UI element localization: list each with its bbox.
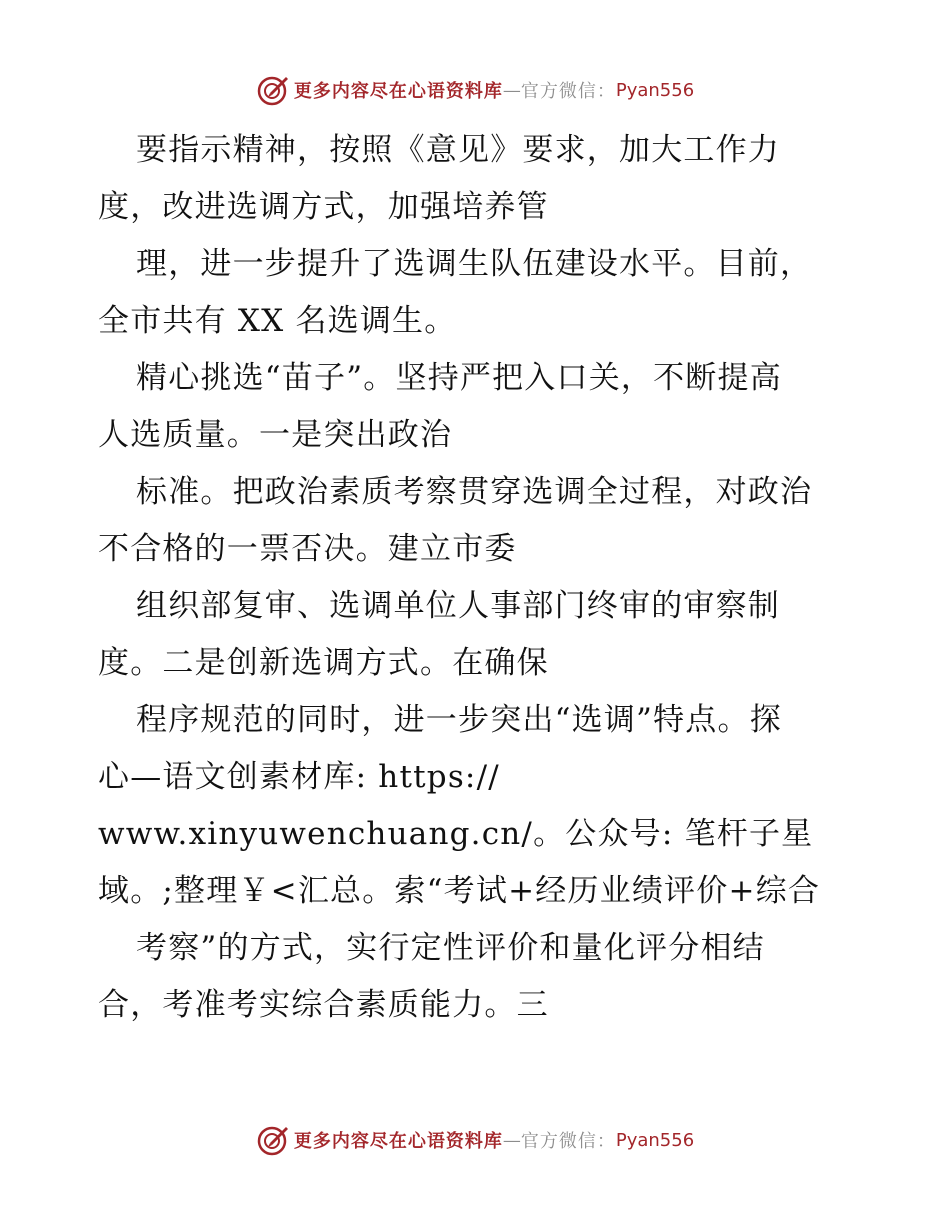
text-line: 标准。把政治素质考察贯穿选调全过程，对政治 bbox=[136, 474, 813, 510]
footer-wechat-id: Pyan556 bbox=[615, 1129, 695, 1151]
text-line: www.xinyuwenchuang.cn/。公众号: 笔杆子星 bbox=[98, 816, 814, 852]
text-line: 全市共有 XX 名选调生。 bbox=[98, 303, 457, 339]
text-line: 精心挑选“苗子”。坚持严把入口关，不断提高 bbox=[136, 360, 782, 396]
footer-dash: — bbox=[502, 1129, 521, 1151]
text-line: 域。;整理￥<汇总。索“考试+经历业绩评价+综合 bbox=[98, 873, 821, 909]
text-line: 度，改进选调方式，加强培养管 bbox=[98, 189, 549, 225]
text-line: 要指示精神，按照《意见》要求，加大工作力 bbox=[136, 132, 780, 168]
pen-logo-icon bbox=[256, 1123, 290, 1157]
header-site-name: 更多内容尽在心语资料库 bbox=[293, 81, 503, 102]
text-line: 合，考准考实综合素质能力。三 bbox=[98, 987, 549, 1023]
text-line: 不合格的一票否决。建立市委 bbox=[98, 531, 517, 567]
text-line: 组织部复审、选调单位人事部门终审的审察制 bbox=[136, 588, 780, 624]
header-banner bbox=[0, 70, 950, 110]
header-wechat-label: 官方微信： bbox=[520, 81, 616, 102]
pen-logo-icon bbox=[256, 73, 290, 107]
text-line: 度。二是创新选调方式。在确保 bbox=[98, 645, 549, 681]
footer-wechat-label: 官方微信： bbox=[520, 1131, 616, 1152]
header-dash: — bbox=[502, 79, 521, 101]
text-line: 考察”的方式，实行定性评价和量化评分相结 bbox=[136, 930, 765, 966]
text-line: 心—语文创素材库: https:// bbox=[98, 759, 500, 795]
header-wechat-id: Pyan556 bbox=[615, 79, 695, 101]
footer-site-name: 更多内容尽在心语资料库 bbox=[293, 1131, 503, 1152]
document-body bbox=[98, 122, 868, 1034]
text-line: 人选质量。一是突出政治 bbox=[98, 417, 453, 453]
footer-banner bbox=[0, 1120, 950, 1160]
text-line: 程序规范的同时，进一步突出“选调”特点。探 bbox=[136, 702, 782, 738]
text-line: 理，进一步提升了选调生队伍建设水平。目前， bbox=[136, 246, 813, 282]
